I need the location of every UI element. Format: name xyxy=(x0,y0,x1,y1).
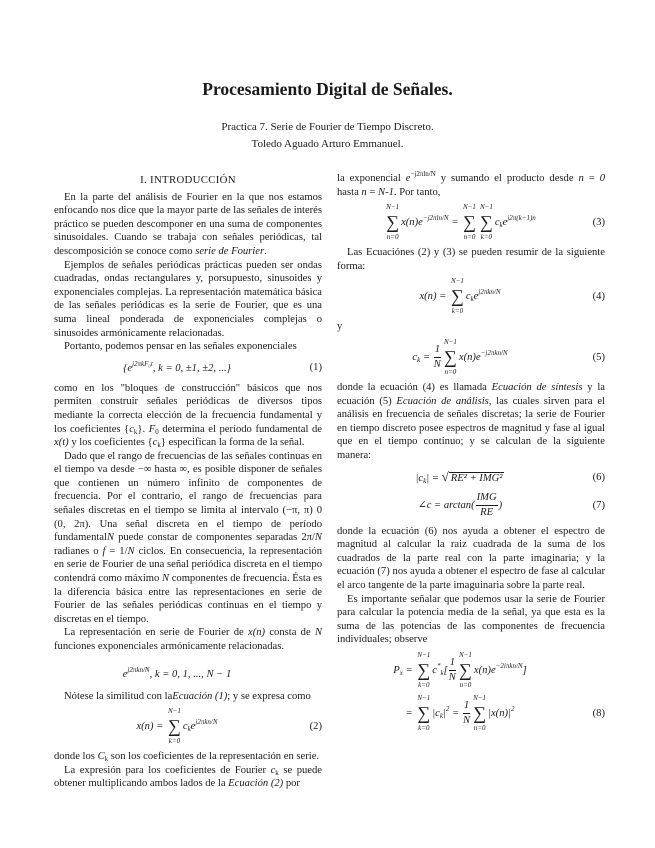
text-run: c xyxy=(182,721,188,733)
italic-text: Ecuación (1) xyxy=(172,690,228,702)
equation-body xyxy=(337,651,583,690)
superscript: j2π(k−1)n xyxy=(507,214,536,223)
fraction xyxy=(463,700,470,727)
text-run: c xyxy=(432,664,437,676)
italic-text: n xyxy=(578,173,584,184)
summation-symbol xyxy=(417,694,430,733)
italic-text: c xyxy=(270,764,276,776)
sum-upper-limit: N−1 xyxy=(386,203,400,212)
text-run: determina el período fundamental de xyxy=(158,423,322,435)
equation-body xyxy=(54,707,300,746)
text-run: donde la ecuación (6) nos ayuda a obtener el espectro de magnitud al calcular la raiz cuadrada de la suma de los cuadrados de la parte real con la parte imaginaria; y la ecuación (7) nos ayuda a obtener el espectro de fase al calcular el arco tangente de la parte imaguinaria sobre la parte real. xyxy=(337,525,605,591)
equation xyxy=(54,666,322,682)
text-run: , k = 0, 1, ..., N − 1 xyxy=(149,668,232,680)
numerator: 1 xyxy=(463,700,470,714)
equation xyxy=(337,277,605,316)
text-run: x(n) = xyxy=(419,291,449,303)
italic-text: Ecuación de análisis xyxy=(396,395,489,407)
denominator: RE xyxy=(480,506,494,518)
sigma-glyph: ∑ xyxy=(459,659,472,680)
equation-number: (2) xyxy=(309,721,322,733)
paragraph xyxy=(54,626,322,653)
text-run: hasta xyxy=(337,186,362,198)
paragraph xyxy=(337,170,605,199)
paper-subtitle: Practica 7. Serie de Fourier de Tiempo Discreto. xyxy=(221,121,434,133)
equation-body xyxy=(54,360,300,376)
text-run: Las Ecuaciónes (2) y (3) se pueden resumir de la siguiente forma: xyxy=(337,247,605,272)
fraction xyxy=(476,492,498,519)
italic-text: F xyxy=(148,423,156,435)
paragraph xyxy=(337,381,605,463)
italic-text: f xyxy=(102,545,106,557)
subscript: k xyxy=(417,355,421,364)
equation-body xyxy=(337,203,583,242)
sigma-glyph: ∑ xyxy=(417,659,431,680)
italic-text: N xyxy=(314,627,323,639)
italic-text: c xyxy=(152,437,158,449)
text-run: ; y se expresa como xyxy=(227,690,311,702)
text-run: | = xyxy=(426,472,442,484)
text-run: e xyxy=(122,668,128,680)
paper-title: Procesamiento Digital de Señales. xyxy=(202,79,453,99)
text-run: |x(n)| xyxy=(488,707,511,719)
text-run: componentes de frecuencia. Ésta es la diferencia básica entre las representaciones en serie de Fourier de las señales periódicas continuas en el tiempo y discretas en el tiempo. xyxy=(54,573,322,625)
sigma-glyph: ∑ xyxy=(473,702,487,723)
text-run: |c xyxy=(432,707,440,719)
text-run: = 1/ xyxy=(105,545,128,557)
italic-text: 0 xyxy=(599,173,605,184)
text-run: Es importante señalar que podemos usar la serie de Fourier para calcular la potencia media de la señal, ya que esta es la suma de las potencias de las componentes de frecuencia individuales; observe xyxy=(337,593,605,646)
text-run: consta de xyxy=(265,627,315,639)
sum-lower-limit: n=0 xyxy=(459,680,472,689)
italic-text: N xyxy=(161,573,170,585)
text-run: {e xyxy=(123,362,133,374)
paragraph xyxy=(337,525,605,593)
subscript: k xyxy=(104,755,109,764)
text-run: Ejemplos de señales periódicas prácticas pueden ser ondas cuadradas, ondas rectangulares y, porsupuesto, sinusoides y exponenciales complejas. La representación matemática básica de las señales periódicas es la serie de Fourier, que es una suma lineal ponderada de exponenciales complejas o sinusoides armónicamente relacionadas. xyxy=(54,259,322,339)
equation-number: (7) xyxy=(592,499,605,511)
paragraph xyxy=(54,750,322,764)
radicand: RE² + IMG² xyxy=(450,472,503,484)
text-run: P xyxy=(393,664,400,676)
sum-lower-limit: n=0 xyxy=(444,367,457,376)
paragraph xyxy=(54,382,322,450)
text-run: y los coeficientes { xyxy=(68,437,153,449)
italic-text: Ecuación (2) xyxy=(228,778,284,790)
subscript: k xyxy=(423,476,427,485)
equation xyxy=(54,360,322,376)
italic-text: x(n) xyxy=(248,627,266,639)
subscript: k xyxy=(439,711,443,720)
sum-lower-limit: k=0 xyxy=(451,307,464,316)
text-run: , las cuales sirven para el análisis en frecuencia de señales discretas; la serie de Fourier en tiempo discreto posee espectros de magnitud y fase al igual que en el tiempo continuo; y se calculan de la siguiente manera: xyxy=(337,395,605,461)
sum-lower-limit: n=0 xyxy=(473,723,486,732)
right-column xyxy=(337,170,605,737)
fraction xyxy=(434,344,441,371)
summation-symbol xyxy=(451,277,464,316)
superscript: −2iπkn/N xyxy=(495,661,523,670)
equation-body xyxy=(337,277,583,316)
italic-text: c xyxy=(129,423,134,435)
italic-text: n xyxy=(361,186,367,198)
superscript: −j2πln/N xyxy=(422,214,449,223)
text-run: , k = 0, ±1, ±2, ...} xyxy=(152,362,231,374)
equation-body xyxy=(337,694,583,733)
italic-text: N-1 xyxy=(378,186,394,198)
sum-upper-limit: N−1 xyxy=(479,203,493,212)
text-run: La expresión para los coeficientes de Fourier xyxy=(64,764,271,776)
superscript: 2 xyxy=(510,704,515,713)
sum-lower-limit: k=0 xyxy=(418,723,430,732)
summation-symbol xyxy=(386,203,399,242)
summation-symbol xyxy=(473,694,486,733)
superscript: −j2πkn/N xyxy=(480,348,508,357)
sum-upper-limit: N−1 xyxy=(463,203,476,212)
paragraph xyxy=(54,191,322,259)
sigma-glyph: ∑ xyxy=(167,716,181,737)
paper-author: Toledo Aguado Arturo Emmanuel. xyxy=(251,138,404,150)
text-run: | xyxy=(442,707,446,719)
text-run: radianes o xyxy=(54,545,103,557)
text-run: x(n)e xyxy=(401,217,423,229)
italic-text: Ecuación de síntesis xyxy=(491,381,583,393)
text-run: donde la ecuación (4) es llamada xyxy=(337,381,492,393)
summation-symbol xyxy=(463,203,476,242)
paragraph xyxy=(337,246,605,273)
equation xyxy=(337,338,605,377)
italic-text: C xyxy=(97,751,105,763)
subscript: x xyxy=(399,668,403,677)
equation xyxy=(54,707,322,746)
subscript: k xyxy=(133,427,138,436)
text-run: Dado que el rango de frecuencias de las señales continuas en el tiempo va desde −∞ hasta ∞, es posible disponer de señales que contienen un número infinito de componentes de frecuencia. Por el contrario, el rango de frecuencias para señales discretas en el tiempo se limita al intervalo (−π, π) 0 (0, 2π). Una señal discreta en el tiempo de período fundamental xyxy=(54,450,322,544)
subscript: k xyxy=(499,221,503,230)
text-run: . xyxy=(264,245,267,257)
sum-upper-limit: N−1 xyxy=(458,650,472,659)
italic-text: x(t) xyxy=(54,437,69,449)
superscript: 2 xyxy=(445,704,450,713)
superscript: −j2πln/N xyxy=(410,170,436,178)
subscript: 0 xyxy=(155,427,159,436)
text-run: x(n) = xyxy=(136,721,166,733)
radical-sign: √ xyxy=(441,468,449,484)
text-run: x(n)e xyxy=(473,664,496,676)
text-run: son los coeficientes de la representación en serie. xyxy=(108,751,320,763)
text-run: |c xyxy=(415,472,424,484)
italic-text: N xyxy=(314,532,322,544)
equation-body xyxy=(337,469,583,486)
text-run: e xyxy=(502,217,508,229)
text-run: ] xyxy=(522,664,527,676)
equation-number: (8) xyxy=(592,707,605,719)
sum-upper-limit: N−1 xyxy=(417,693,431,702)
text-run: funciones exponenciales armónicamente relacionadas. xyxy=(54,641,285,652)
text-run: = xyxy=(402,664,416,676)
paragraph xyxy=(337,320,605,334)
numerator: 1 xyxy=(449,657,456,671)
text-run: La representación en serie de Fourier de xyxy=(64,627,248,639)
text-run: c xyxy=(412,351,418,363)
text-run: puede constar de componentes separadas 2π/ xyxy=(114,532,315,544)
sum-upper-limit: N−1 xyxy=(443,337,457,346)
equation xyxy=(337,694,605,733)
subscript: k xyxy=(275,768,279,777)
italic-text: e xyxy=(405,173,411,184)
sum-lower-limit: k=0 xyxy=(480,233,493,242)
text-run: c xyxy=(494,217,500,229)
equation-body xyxy=(337,492,583,519)
sum-upper-limit: N−1 xyxy=(167,707,181,716)
sigma-glyph: ∑ xyxy=(386,212,400,233)
subscript: k xyxy=(157,441,161,450)
sigma-glyph: ∑ xyxy=(479,212,493,233)
summation-symbol xyxy=(417,651,430,690)
equation-number: (4) xyxy=(592,291,605,303)
subscript: k xyxy=(187,725,191,734)
paragraph xyxy=(54,450,322,627)
text-run: = xyxy=(366,186,378,198)
text-run: x(n)e xyxy=(458,351,481,363)
superscript: * xyxy=(436,661,441,670)
superscript: j2πkF₀t xyxy=(132,359,153,368)
text-run: }. xyxy=(137,423,149,435)
sum-upper-limit: N−1 xyxy=(450,277,464,286)
text-run: = xyxy=(405,707,416,719)
text-run: . Por tanto, xyxy=(393,186,441,198)
equation-number: (6) xyxy=(592,471,605,483)
equation-body xyxy=(54,666,300,682)
sum-upper-limit: N−1 xyxy=(473,693,487,702)
superscript: j2πkn/N xyxy=(127,665,150,674)
text-run: = xyxy=(448,217,462,229)
summation-symbol xyxy=(444,338,457,377)
text-run: e xyxy=(473,291,479,303)
paragraph xyxy=(54,764,322,791)
summation-symbol xyxy=(168,707,181,746)
text-run: c xyxy=(465,291,471,303)
sum-lower-limit: n=0 xyxy=(386,233,399,242)
equation xyxy=(337,469,605,486)
text-run: ) xyxy=(498,499,503,511)
denominator: N xyxy=(462,714,471,726)
text-run: En la parte del análisis de Fourier en la que nos estamos enfocando nos dice que la mayor parte de las señales de interés práctico se pueden descomponer en una suma de componentes sinusoidales. Cuando se trabaja con señales periódicas, tal descomposición se conoce como xyxy=(54,191,322,257)
left-column xyxy=(54,174,322,791)
equation xyxy=(337,651,605,690)
text-run: donde los xyxy=(54,751,98,763)
equation xyxy=(337,492,605,519)
text-run: Portanto, podemos pensar en las señales exponenciales xyxy=(64,341,297,353)
sigma-glyph: ∑ xyxy=(444,346,457,367)
sum-lower-limit: k=0 xyxy=(418,680,430,689)
denominator: N xyxy=(448,671,456,683)
text-run: la exponencial xyxy=(337,173,406,184)
italic-text: N xyxy=(127,545,135,557)
text-run: y la ecuación (5) xyxy=(337,381,605,407)
text-run: y xyxy=(337,321,343,333)
text-run: Nótese la similitud con la xyxy=(64,690,173,702)
sum-lower-limit: k=0 xyxy=(168,737,181,746)
text-run: como en los "bloques de construcción" básicos que nos permiten construir señales periódicas de diversos tipos mediante la correcta elección de la frecuencia fundamental y los coeficientes { xyxy=(54,382,322,435)
equation xyxy=(337,203,605,242)
equation-number: (3) xyxy=(592,217,605,229)
text-run: = xyxy=(449,707,462,719)
text-run: = xyxy=(583,173,600,184)
summation-symbol xyxy=(480,203,493,242)
paragraph xyxy=(54,259,322,341)
numerator: IMG xyxy=(476,492,498,506)
text-run: e xyxy=(190,721,196,733)
text-run: ∠c = arctan( xyxy=(417,499,475,511)
italic-text: N xyxy=(106,532,115,544)
summation-symbol xyxy=(459,651,472,690)
text-run: } especifican la forma de la señal. xyxy=(160,437,305,449)
text-run: = xyxy=(420,351,433,363)
text-run: por xyxy=(283,778,300,790)
text-run: [ xyxy=(443,664,448,676)
sigma-glyph: ∑ xyxy=(463,212,476,233)
sum-upper-limit: N−1 xyxy=(417,650,431,659)
fraction xyxy=(449,657,456,684)
superscript: j2πkn/N xyxy=(195,718,218,727)
paragraph xyxy=(54,340,322,354)
equation-number: (5) xyxy=(592,351,605,363)
denominator: N xyxy=(433,358,441,370)
equation-number: (1) xyxy=(309,362,322,374)
equation-body xyxy=(337,338,583,377)
numerator: 1 xyxy=(434,344,441,358)
text-run: se puede obtener multiplicando ambos lados de la xyxy=(54,764,322,790)
subscript: k xyxy=(440,668,444,677)
paragraph xyxy=(337,593,605,647)
subscript: k xyxy=(470,295,474,304)
text-run: y sumando el producto desde xyxy=(435,173,579,184)
sigma-glyph: ∑ xyxy=(450,286,464,307)
text-run: I. INTRODUCCIÓN xyxy=(140,174,236,186)
paragraph xyxy=(54,690,322,704)
italic-text: serie de Fourier xyxy=(195,245,265,257)
text-run: ciclos. En consecuencia, la representación en serie de Fourier de una señal periódica discreta en el tiempo contendrá como máximo xyxy=(54,545,322,585)
superscript: j2πkn/N xyxy=(478,288,501,297)
section-heading xyxy=(54,174,322,188)
square-root xyxy=(442,469,505,486)
sum-lower-limit: n=0 xyxy=(463,233,476,242)
sigma-glyph: ∑ xyxy=(417,702,431,723)
